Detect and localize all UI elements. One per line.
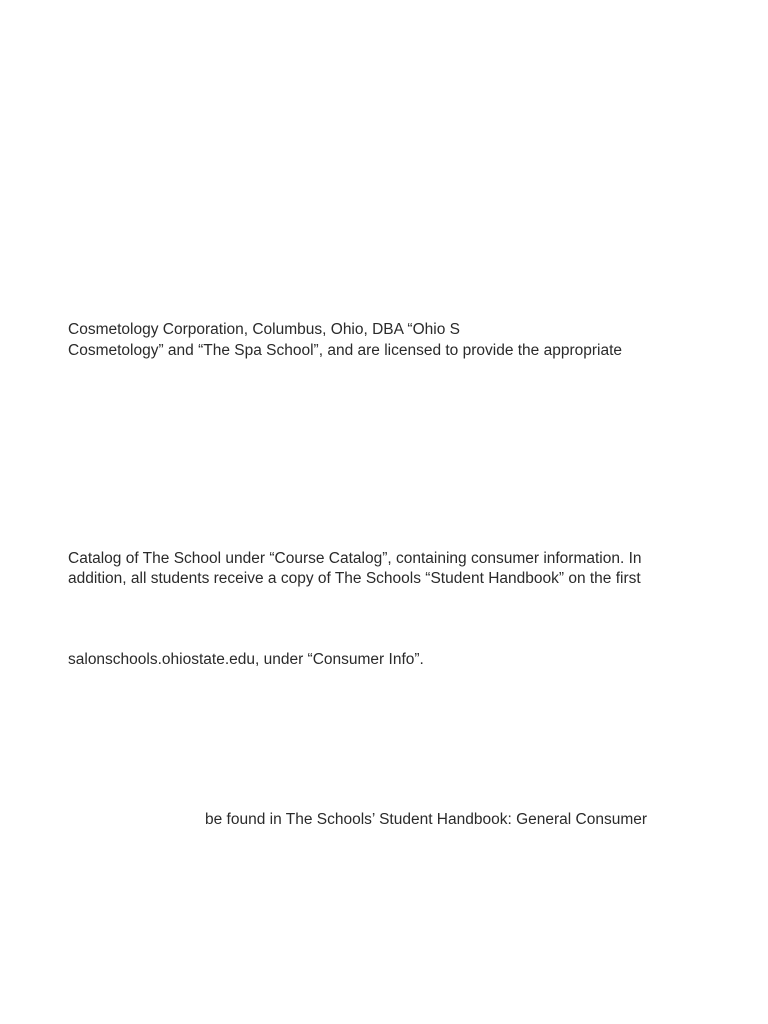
- paragraph-2-line-1: Catalog of The School under “Course Catalog”, containing consumer information. In: [68, 550, 642, 567]
- paragraph-1-line-2: Cosmetology” and “The Spa School”, and are licensed to provide the appropriate: [68, 342, 623, 359]
- paragraph-4-line-1: be found in The Schools’ Student Handbook: General Consumer: [205, 811, 648, 828]
- paragraph-2-line-2: addition, all students receive a copy of The Schools “Student Handbook” on the first: [68, 570, 641, 587]
- paragraph-1-line-1: Cosmetology Corporation, Columbus, Ohio, DBA “Ohio S: [68, 321, 460, 338]
- paragraph-3-line-1: salonschools.ohiostate.edu, under “Consumer Info”.: [68, 651, 424, 668]
